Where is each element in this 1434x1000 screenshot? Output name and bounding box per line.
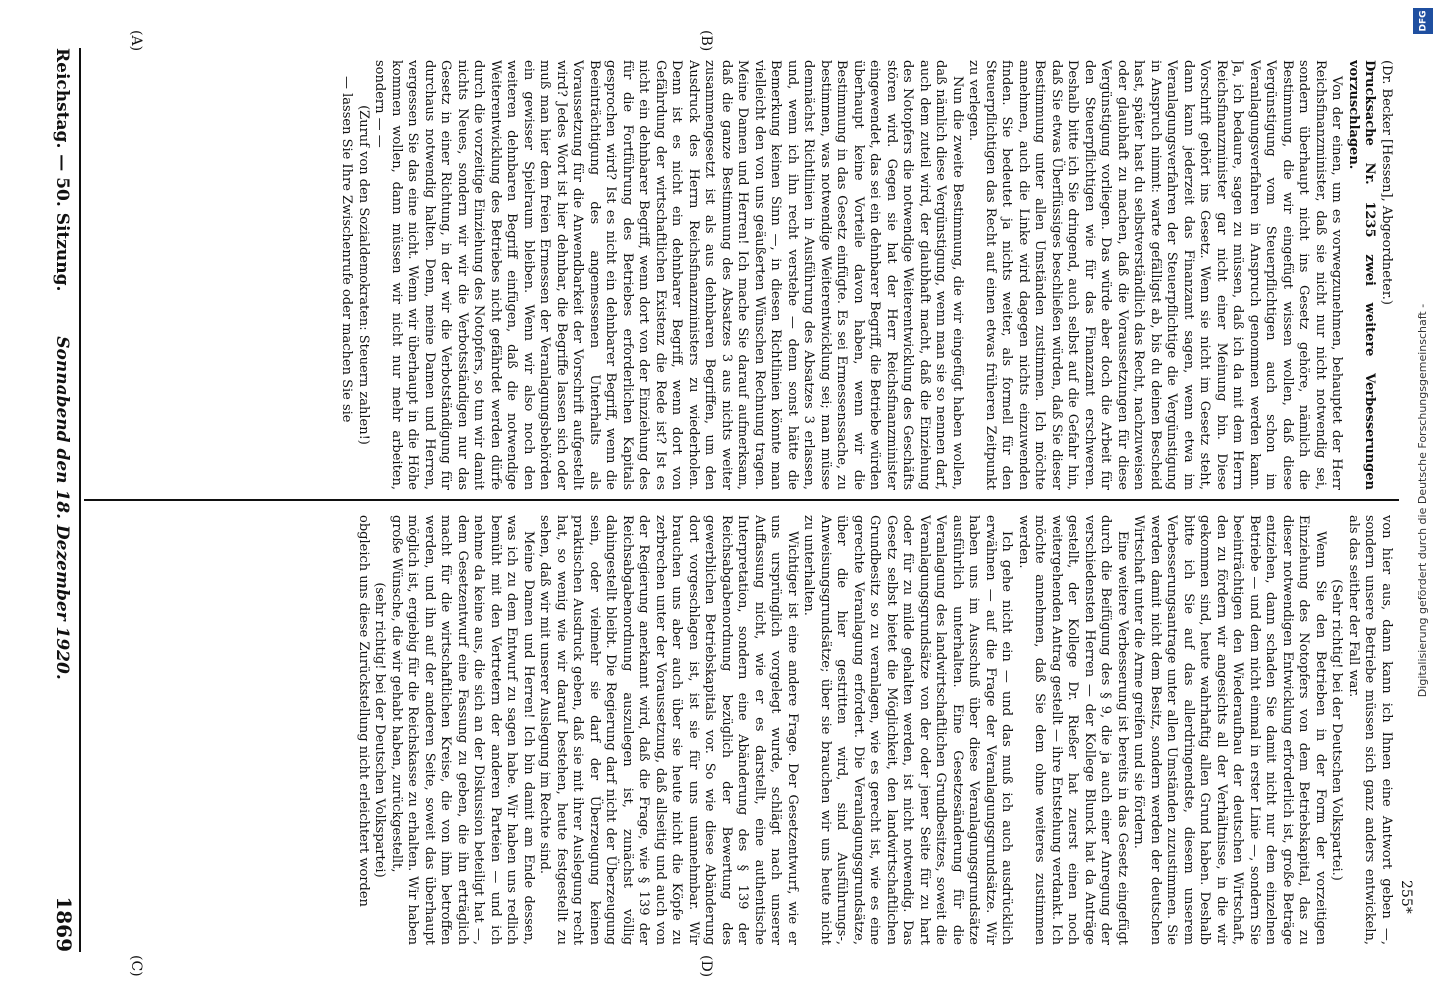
paragraph: — lassen Sie Ihre Zwischenrufe oder machen Sie sie: [339, 76, 355, 423]
margin-letter-a: (A): [128, 30, 144, 52]
column-divider: [84, 499, 1399, 501]
header-left: Reichstag. — 50. Sitzung.: [52, 48, 72, 292]
paragraph: obgleich uns diese Zurückstellung nicht erleichtert worden: [356, 515, 371, 907]
header-rule: [79, 48, 81, 952]
margin-letter-c: (C): [128, 955, 144, 977]
paragraph: Ich gehe nicht ein — und das muß ich auch ausdrücklich erwähnen — auf die Frage der Veranlagungsgrundsätze. Wir haben uns im Ausschuß über diese Veranlagungsgrundsätze ausführlich unterhalten. Eine Gesetzesänderung für die Veranlagung des landwirtschaftlichen Grundbesitzes, soweit die Veranlagungsgrundsätze von der oder jener Seite für zu hart oder für zu milde gehalten werden, ist nicht notwendig. Das Gesetz selbst bietet die Möglichkeit, den landwirtschaftlichen Grundbesitz so zu veranlagen, wie es gerecht ist, wie es eine gerechte Veranlagung erfordert. Die Veranlagungsgrundsätze, über die hier gestritten wird, sind Ausführungs-, Anweisungsgrundsätze; über sie brauchen wir uns heute nicht zu unterhalten.: [801, 515, 1015, 945]
interjection: (Sehr richtig! bei der Deutschen Volkspartei.): [1329, 579, 1345, 881]
credit-text: Digitalisierung gefördert durch die Deutsche Forschungsgemeinschaft -: [1416, 303, 1430, 697]
margin-letter-d: (D): [698, 955, 714, 978]
paragraph: von hier aus, dann kann ich Ihnen eine Antwort geben —, sondern unsere Betriebe müssen sich ganz anders entwickeln, als das seither der Fall war.: [1346, 515, 1394, 945]
paragraph: Meine Damen und Herren! Ich bin damit am Ende dessen, was ich zu dem Entwurf zu sagen habe. Wir haben uns redlich bemüht mit den Vertretern der anderen Parteien — und ich nehme da keine aus, die sich an der Diskussion beteiligt hat —, dem Gesetzentwurf eine Fassung zu geben, die ihn erträglich macht für die wirtschaftlichen Kreise, die von ihm betroffen werden, und ihn auf der anderen Seite, soweit das überhaupt möglich ist, ergiebig für die Reichskasse zu erhalten. Wir haben große Wünsche, die wir gehabt haben, zurückgestellt,: [389, 515, 536, 945]
signature-number: 255*: [1398, 880, 1414, 914]
paragraph: Wenn Sie den Betrieben in der Form der vorzeitigen Einziehung des Notopfers von dem Betriebskapital, das zu dieser notwendigen Entwicklung erforderlich ist, große Beträge entziehen, dann schaden Sie damit nicht nur dem einzelnen Betriebe — und dem nicht einmal in erster Linie —, sondern Sie beeinträchtigen den Wiederaufbau der deutschen Wirtschaft, den zu fördern wir angesichts all der Verhältnisse, in die wir gekommen sind, heute wahrhaftig allen Grund haben. Deshalb bitte ich Sie auf das allerdringendste, diesem unserem Verbesserungsantrage unter allen Umständen zuzustimmen. Sie werden damit nicht dem Besitz, sondern werden der deutschen Wirtschaft unter die Arme greifen und sie fördern.: [1131, 515, 1328, 945]
paragraph: Wichtiger ist eine andere Frage. Der Gesetzentwurf, wie er uns ursprünglich vorgelegt wurde, schlägt nach unserer Auffassung nicht, wie er es darstellt, eine authentische Interpretation, sondern eine Abänderung des § 139 der Reichsabgabenordnung bezüglich der Bewertung des gewerblichen Betriebskapitals vor. So wie diese Abänderung dort vorgeschlagen ist, ist sie für uns unannehmbar. Wir brauchen uns aber auch über sie heute nicht die Köpfe zu zerbrechen unter der Voraussetzung, daß allseitig und auch von der Regierung anerkannt wird, daß die Frage, wie § 139 der Reichsabgabenordnung auszulegen ist, zunächst völlig dahingestellt bleibt. Die Regierung darf nicht der Überzeugung sein, oder vielmehr sie darf der Überzeugung keinen praktischen Ausdruck geben, daß sie mit ihrer Auslegung recht hat, so wenig wie wir darauf bestehen, heute festgestellt zu sehen, daß wir mit unserer Auslegung im Rechte sind.: [537, 515, 800, 945]
page-number: 1869: [52, 896, 76, 952]
interjection: (sehr richtig! bei der Deutschen Volkspartei): [372, 582, 388, 878]
dfg-logo-text: DFG: [1418, 10, 1429, 32]
interjection: (Zuruf von den Sozialdemokraten: Steuern zahlen!): [356, 105, 371, 445]
paragraph: Eine weitere Verbesserung ist bereits in das Gesetz eingefügt durch die Beifügung des § 9, die ja auch einer Anregung der verschiedensten Herren — der Kollege Blunck hat da Anträge gestellt, der Kollege Dr. Rießer hat zuerst einen noch weitergehenden Antrag gestellt — ihre Entstehung verdankt. Ich möchte annehmen, daß Sie dem ohne weiteres zustimmen werden.: [1016, 515, 1130, 945]
digitization-credit: [1412, 10, 1434, 990]
right-column: [84, 515, 1394, 945]
page-header: [46, 48, 76, 952]
left-column: [84, 60, 1394, 490]
paragraph: Nun die zweite Bestimmung, die wir eingefügt haben wollen, daß nämlich diese Vergünstigung, wenn man sie so nennen darf, auch dem zuteil wird, der glaubhaft macht, daß die Einziehung des Notopfers die notwendige Weiterentwicklung des Geschäfts stören wird. Gegen sie hat der Herr Reichsfinanzminister eingewendet, das sei ein dehnbarer Begriff, die Betriebe würden überhaupt keine Vorteile davon haben, wenn wir die Bestimmung in das Gesetz einfügte. Es sei Ermessenssache, zu bestimmen, was notwendige Weiterentwicklung sei; man müsse demnächst Richtlinien in Ausführung des Absatzes 3 erlassen, und, wenn ich ihn recht verstehe — denn sonst hätte die Bemerkung keinen Sinn —, in diesen Richtlinien könnte man vielleicht den von uns geäußerten Wünschen Rechnung tragen. Meine Damen und Herren! Ich mache Sie darauf aufmerksam, daß die ganze Bestimmung des Absatzes 3 aus nichts weiter zusammengesetzt ist als aus dehnbaren Begriffen, um den Ausdruck des Herrn Reichsfinanzministers zu wiederholen. Denn ist es nicht ein dehnbarer Begriff, wenn dort von Gefährdung der wirtschaftlichen Existenz die Rede ist? Ist es nicht ein dehnbarer Begriff, wenn dort von der Einziehung des für die Fortführung des Betriebes erforderlichen Kapitals gesprochen wird? Ist es nicht ein dehnbarer Begriff, wenn die Beeinträchtigung des angemessenen Unterhalts als Voraussetzung für die Anwendbarkeit der Vorschrift aufgestellt wird? Jedes Wort ist hier dehnbar, die Begriffe lassen sich oder muß man hier dem freien Ermessen der Veranlagungsbehörden ein gewisser Spielraum bleiben. Wenn wir also noch den weiteren dehnbaren Begriff einfügen, daß die notwendige Weiterentwicklung des Betriebes nicht gefährdet werden dürfe durch die vorzeitige Einziehung des Notopfers, so tun wir damit nichts Neues, sondern wir wir die Verbotsständigen nur das Gesetz in einer Richtung, in der wir die Verbotständigung für durchaus notwendig halten. Denn, meine Damen und Herren, vergessen Sie das eine nicht. Wenn wir überhaupt in die Höhe kommen wollen, dann müssen wir nicht nur mehr arbeiten, sondern — —: [372, 60, 965, 490]
speaker-note: (Dr. Becker [Hessen], Abgeordneter.): [1379, 60, 1394, 305]
paragraph: Drucksache Nr. 1235 zwei weitere Verbesserungen vorzuschlagen.: [1346, 60, 1378, 490]
header-date: Sonnabend den 18. Dezember 1920.: [52, 336, 72, 680]
margin-letter-b: (B): [698, 30, 714, 52]
paragraph: Von der einen, um es vorwegzunehmen, behauptet der Herr Reichsfinanzminister, daß sie nicht nur nicht notwendig sei, sondern überhaupt nicht ins Gesetz gehöre, nämlich die Bestimmung, die wir eingefügt wissen wollen, daß diese Vergünstigung vom Steuerpflichtigen auch schon im Veranlagungsverfahren in Anspruch genommen werden kann. Ja, ich bedaure, sagen zu müssen, daß ich da mit dem Herrn Reichsfinanzminister gar nicht einer Meinung bin. Diese Vorschrift gehört ins Gesetz. Wenn sie nicht im Gesetz steht, dann kann jederzeit das Finanzamt sagen, wenn etwa im Veranlagungsverfahren der Steuerpflichtige die Vergünstigung in Anspruch nimmt: warte gefälligst ab, bis du deinen Bescheid hast, später hast du selbstverständlich das Recht, nachzuweisen oder glaubhaft zu machen, daß die Voraussetzungen für diese Vergünstigung vorliegen. Das würde aber doch die Arbeit für den Steuerpflichtigen wie für das Finanzamt erschweren. Deshalb bitte ich Sie dringend, auch selbst auf die Gefahr hin, daß Sie etwas Überflüssiges beschließen würden, daß Sie dieser Bestimmung unter allen Umständen zustimmen. Ich möchte annehmen, auch die Linke wird dagegen nichts einzuwenden finden. Sie bedeutet ja nichts weiter, als formell für den Steuerpflichtigen das Recht auf einen etwas früheren Zeitpunkt zu verlegen.: [966, 60, 1345, 490]
